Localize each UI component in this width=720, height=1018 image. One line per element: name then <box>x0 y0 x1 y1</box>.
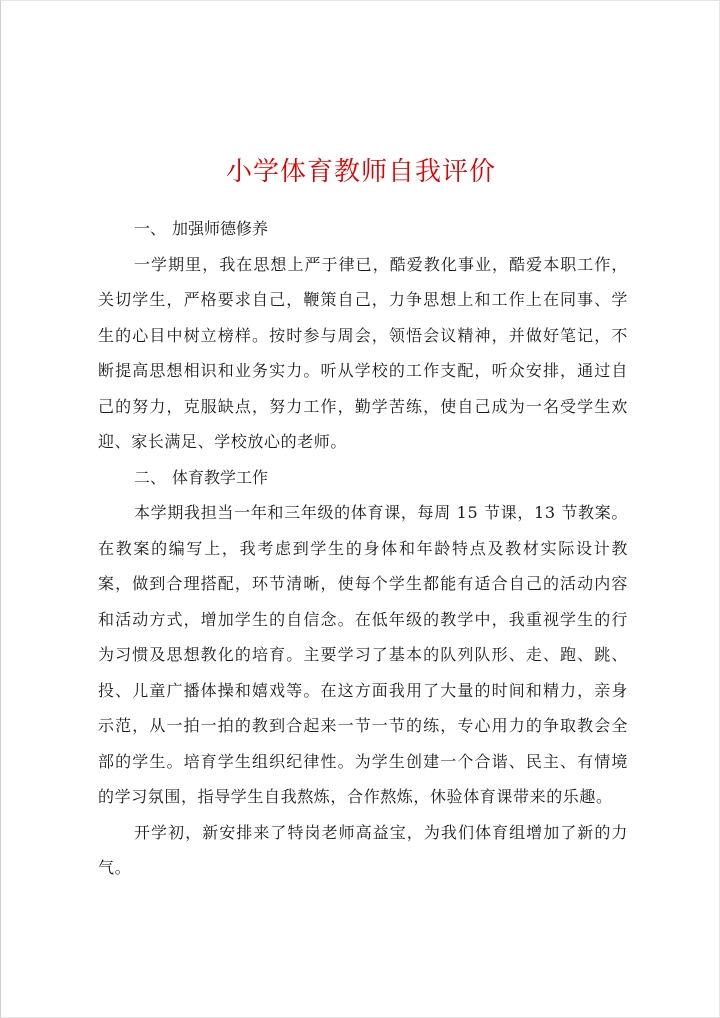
document-title: 小学体育教师自我评价 <box>225 157 496 187</box>
section-2-paragraph-1: 本学期我担当一年和三年级的体育课，每周 15 节课，13 节教案。在教案的编写上，我考虑到学生的身体和年龄特点及教材实际设计教案，做到合理搭配，环节清晰，使每个学生都能有适合自己的活动内容和活动方式，增加学生的自信念。在低年级的教学中，我重视学生的行为习惯及思想教化的培育。主要学习了基本的队列队形、走、跑、跳、投、儿童广播体操和嬉戏等。在这方面我用了大量的时间和精力，亲身示范，从一拍一拍的教到合起来一节一节的练，专心用力的争取教会全部的学生。培育学生组织纪律性。为学生创建一个合谐、民主、有情境的学习氛围，指导学生自我熬炼，合作熬炼，休验体育课带来的乐趣。 <box>98 503 628 806</box>
section-number-1: 一、 <box>134 219 167 238</box>
section-1-paragraph-1: 一学期里，我在思想上严于律已，酷爱教化事业，酷爱本职工作，关切学生，严格要求自己，鞭策自己，力争思想上和工作上在同事、学生的心目中树立榜样。按时参与周会，领悟会议精神，并做好笔记，不断提高思想相识和业务实力。听从学校的工作支配，听众安排，通过自己的努力，克服缺点，努力工作，勤学苦练，使自己成为一名受学生欢迎、家长满足、学校放心的老师。 <box>98 254 628 451</box>
section-heading-2 <box>98 460 628 496</box>
section-heading-1 <box>98 211 628 247</box>
section-2-paragraph-2: 开学初，新安排来了特岗老师高益宝，为我们体育组增加了新的力气。 <box>98 822 628 877</box>
section-heading-text-1: 加强师德修养 <box>172 219 269 238</box>
document-body <box>98 211 628 886</box>
section-number-2: 二、 <box>134 467 167 487</box>
section-heading-text-2: 体育教学工作 <box>172 467 269 487</box>
